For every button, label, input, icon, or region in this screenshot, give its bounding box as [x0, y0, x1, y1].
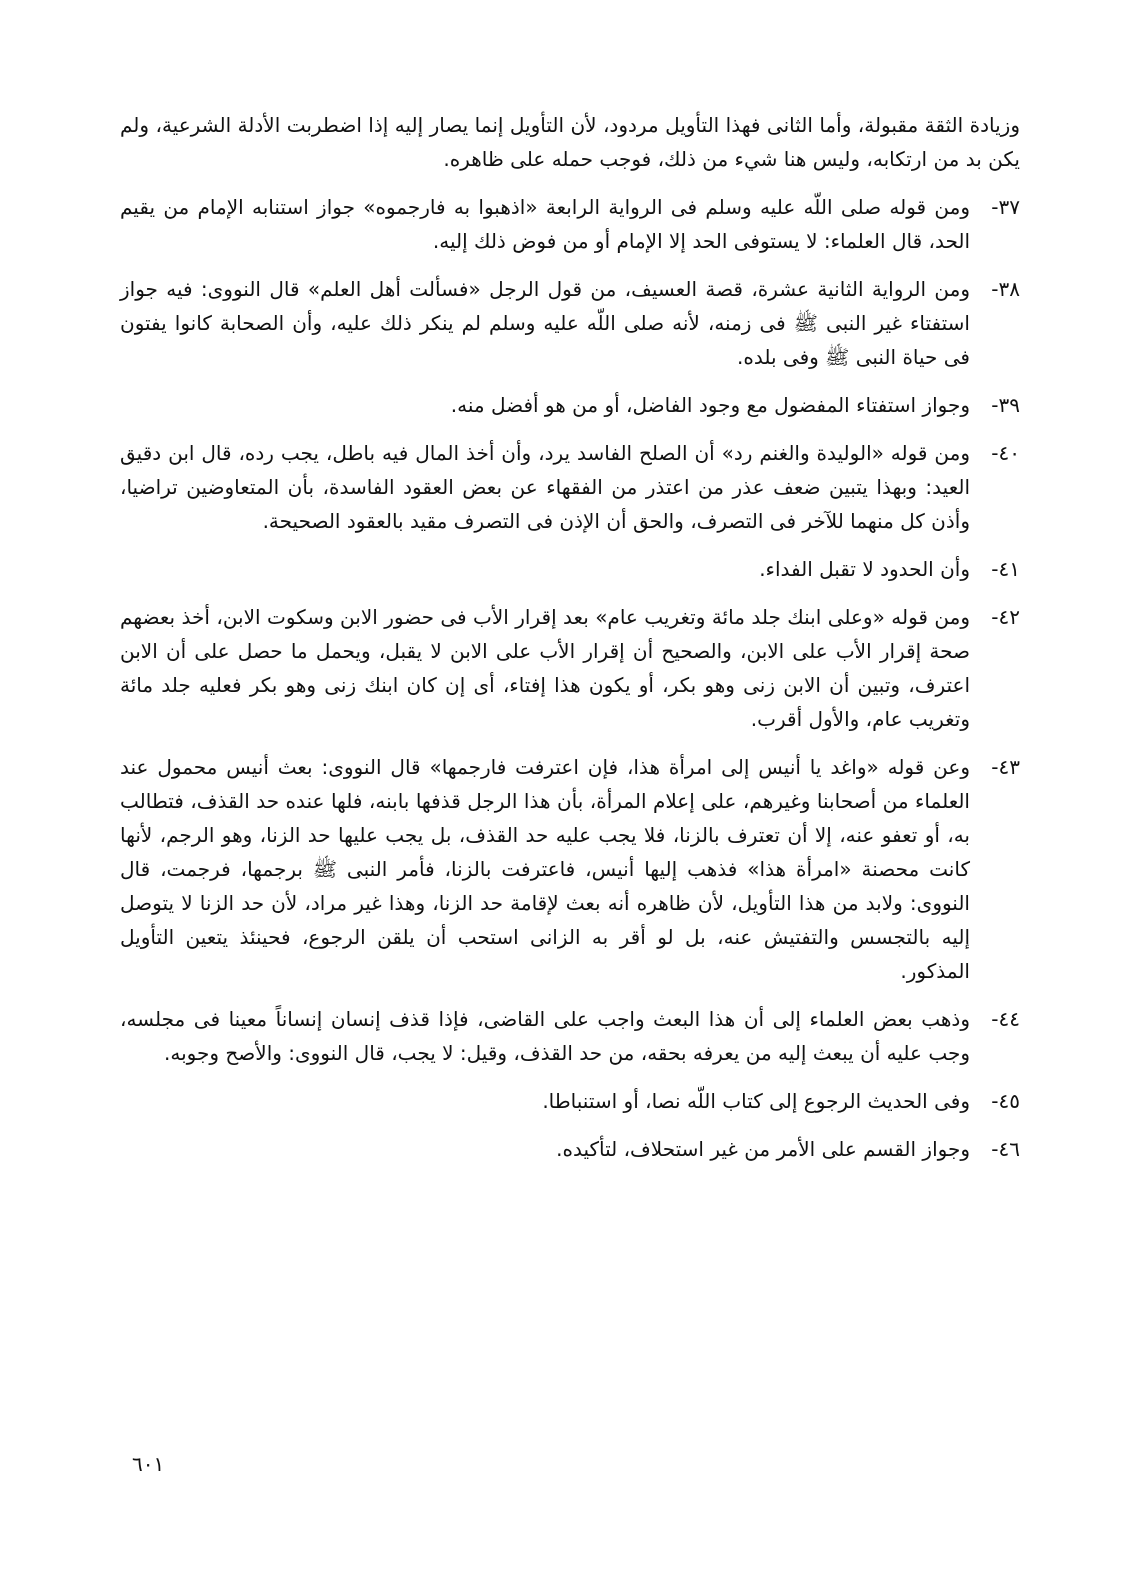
item-number: ٣٩-	[991, 393, 1020, 417]
item-text: وفى الحديث الرجوع إلى كتاب اللّه نصا، أو استنباطا.	[542, 1089, 970, 1113]
item-text: ومن الرواية الثانية عشرة، قصة العسيف، من قول الرجل «فسألت أهل العلم» قال النووى: فيه جواز استفتاء غير النبى ﷺ فى زمنه، لأنه صلى اللّه عليه وسلم لم ينكر ذلك عليه، وأن الصحابة كانوا يفتون فى حياة النبى ﷺ وفى بلده.	[120, 277, 970, 369]
item-number: ٤٥-	[991, 1089, 1020, 1113]
list-item-44	[120, 1002, 1020, 1070]
item-number: ٤١-	[991, 557, 1020, 581]
list-item-39	[120, 388, 1020, 422]
item-text: وعن قوله «واغد يا أنيس إلى امرأة هذا، فإن اعترفت فارجمها» قال النووى: بعث أنيس محمول عند العلماء من أصحابنا وغيرهم، على إعلام المرأة، بأن هذا الرجل قذفها بابنه، فلها عنده حد القذف، فتطالب به، أو تعفو عنه، إلا أن تعترف بالزنا، فلا يجب عليه حد القذف، بل يجب عليها حد الزنا، وهو الرجم، لأنها كانت محصنة «امرأة هذا» فذهب إليها أنيس، فاعترفت بالزنا، فأمر النبى ﷺ برجمها، فرجمت، قال النووى: ولابد من هذا التأويل، لأن ظاهره أنه بعث لإقامة حد الزنا، وهذا غير مراد، لأن حد الزنا لا يتوصل إليه بالتجسس والتفتيش عنه، بل لو أقر به الزانى استحب أن يلقن الرجوع، فحينئذ يتعين التأويل المذكور.	[120, 755, 970, 983]
item-number: ٣٨-	[991, 277, 1020, 301]
intro-paragraph: وزيادة الثقة مقبولة، وأما الثانى فهذا التأويل مردود، لأن التأويل إنما يصار إليه إذا اضطربت الأدلة الشرعية، ولم يكن بد من ارتكابه، وليس هنا شيء من ذلك، فوجب حمله على ظاهره.	[120, 113, 1020, 171]
page-number: ٦٠١	[132, 1452, 165, 1476]
item-text: ومن قوله «الوليدة والغنم رد» أن الصلح الفاسد يرد، وأن أخذ المال فيه باطل، يجب رده، قال ابن دقيق العيد: وبهذا يتبين ضعف عذر من اعتذر من الفقهاء عن بعض العقود الفاسدة، بأن المتعاوضين تراضيا، وأذن كل منهما للآخر فى التصرف، والحق أن الإذن فى التصرف مقيد بالعقود الصحيحة.	[120, 441, 970, 533]
item-number: ٤٤-	[991, 1007, 1020, 1031]
list-item-38	[120, 272, 1020, 374]
item-number: ٤٣-	[991, 755, 1020, 779]
page-body	[120, 108, 1020, 1180]
item-text: وأن الحدود لا تقبل الفداء.	[759, 557, 970, 581]
list-item-43	[120, 750, 1020, 988]
item-text: وذهب بعض العلماء إلى أن هذا البعث واجب على القاضى، فإذا قذف إنسان إنساناً معينا فى مجلسه، وجب عليه أن يبعث إليه من يعرفه بحقه، من حد القذف، وقيل: لا يجب، قال النووى: والأصح وجوبه.	[120, 1007, 970, 1065]
item-text: ومن قوله صلى اللّه عليه وسلم فى الرواية الرابعة «اذهبوا به فارجموه» جواز استنابه الإمام من يقيم الحد، قال العلماء: لا يستوفى الحد إلا الإمام أو من فوض ذلك إليه.	[120, 195, 970, 253]
list-item-42	[120, 600, 1020, 736]
item-number: ٤٢-	[991, 605, 1020, 629]
list-item-37	[120, 190, 1020, 258]
list-item-41	[120, 552, 1020, 586]
item-text: وجواز القسم على الأمر من غير استحلاف، لتأكيده.	[556, 1137, 970, 1161]
item-number: ٤٦-	[991, 1137, 1020, 1161]
item-text: ومن قوله «وعلى ابنك جلد مائة وتغريب عام» بعد إقرار الأب فى حضور الابن وسكوت الابن، أخذ بعضهم صحة إقرار الأب على الابن، والصحيح أن إقرار الأب على الابن لا يقبل، ويحمل ما حصل على أن الابن اعترف، وتبين أن الابن زنى وهو بكر، أو يكون هذا إفتاء، أى إن كان ابنك زنى وهو بكر فعليه جلد مائة وتغريب عام، والأول أقرب.	[120, 605, 970, 731]
item-number: ٤٠-	[991, 441, 1020, 465]
item-text: وجواز استفتاء المفضول مع وجود الفاضل، أو من هو أفضل منه.	[450, 393, 970, 417]
item-number: ٣٧-	[991, 195, 1020, 219]
list-item-46	[120, 1132, 1020, 1166]
list-item-45	[120, 1084, 1020, 1118]
list-item-40	[120, 436, 1020, 538]
